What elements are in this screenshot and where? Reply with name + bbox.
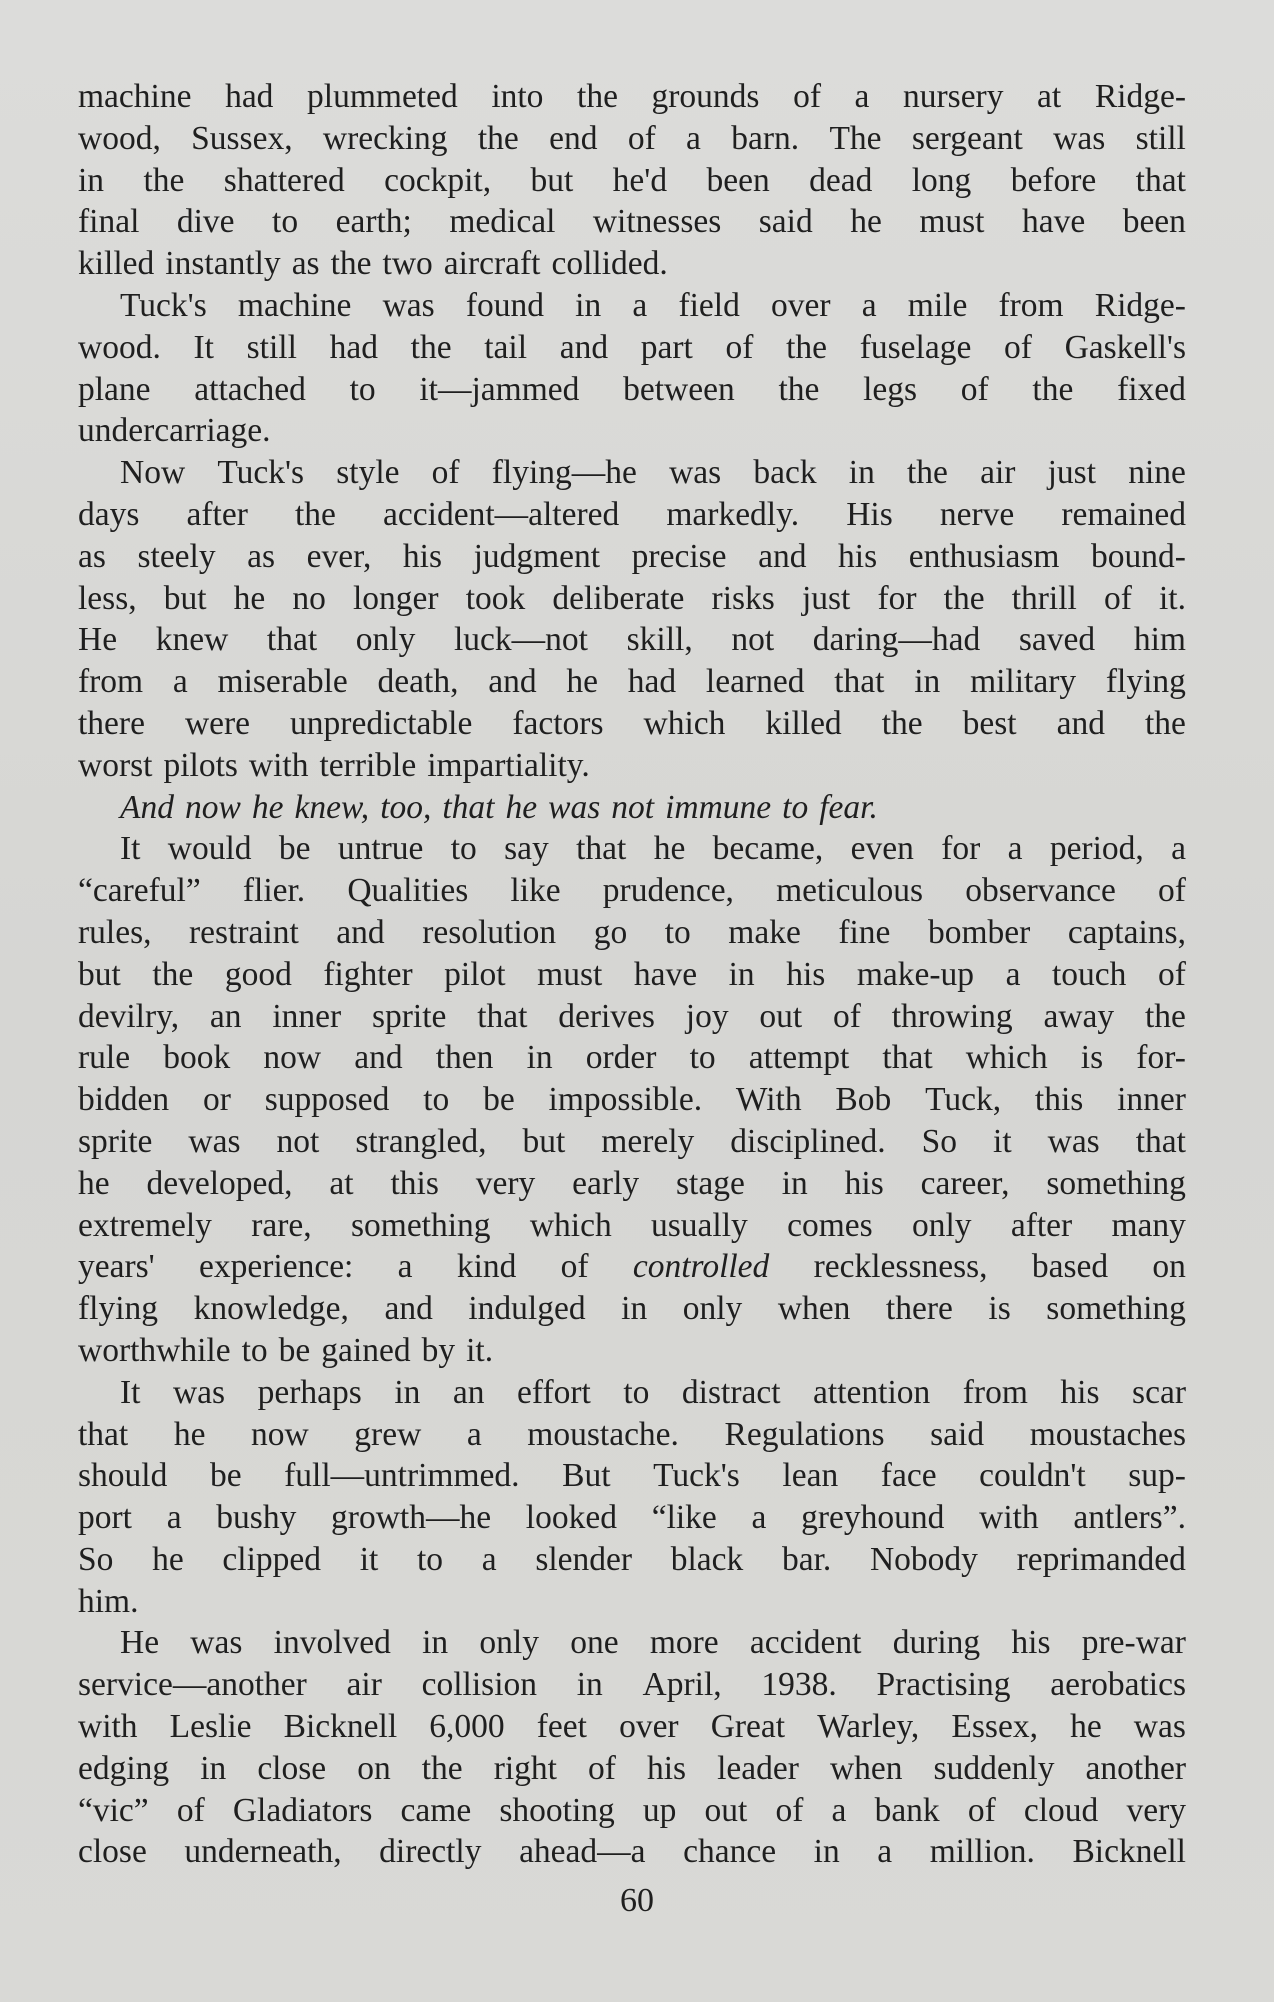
text-line: rule book now and then in order to attempt that which is for- xyxy=(78,1039,1186,1077)
text-line: less, but he no longer took deliberate risks just for the thrill of it. xyxy=(78,579,1186,617)
text-line: that he now grew a moustache. Regulations said moustaches xyxy=(78,1415,1186,1453)
text-line: Now Tuck's style of flying—he was back in the air just nine xyxy=(120,454,1186,492)
text-line: as steely as ever, his judgment precise and his enthusiasm bound- xyxy=(78,537,1186,575)
text-line: edging in close on the right of his leader when suddenly another xyxy=(78,1749,1186,1787)
text-line: final dive to earth; medical witnesses said he must have been xyxy=(78,203,1186,241)
text-line: flying knowledge, and indulged in only when there is something xyxy=(78,1290,1186,1328)
text-line: So he clipped it to a slender black bar. Nobody reprimanded xyxy=(78,1540,1186,1578)
text-line: “vic” of Gladiators came shooting up out of a bank of cloud very xyxy=(78,1791,1186,1829)
page-number: 60 xyxy=(620,1882,654,1919)
text-line: And now he knew, too, that he was not immune to fear. xyxy=(120,788,878,826)
text-line: He knew that only luck—not skill, not daring—had saved him xyxy=(78,621,1186,659)
text-line: days after the accident—altered markedly. His nerve remained xyxy=(78,495,1186,533)
text-line: Tuck's machine was found in a field over a mile from Ridge- xyxy=(120,286,1186,324)
text-line: rules, restraint and resolution go to make fine bomber captains, xyxy=(78,913,1186,951)
body-text xyxy=(78,76,1186,1873)
text-line: undercarriage. xyxy=(78,412,271,450)
text-line: extremely rare, something which usually comes only after many xyxy=(78,1206,1186,1244)
text-line: service—another air collision in April, 1938. Practising aerobatics xyxy=(78,1666,1186,1704)
text-line: sprite was not strangled, but merely disciplined. So it was that xyxy=(78,1122,1186,1160)
text-line: wood, Sussex, wrecking the end of a barn. The sergeant was still xyxy=(78,119,1186,157)
text-line: with Leslie Bicknell 6,000 feet over Great Warley, Essex, he was xyxy=(78,1708,1186,1746)
text-line: plane attached to it—jammed between the legs of the fixed xyxy=(78,370,1186,408)
text-line: years' experience: a kind of controlled recklessness, based on xyxy=(78,1248,1186,1286)
text-line: devilry, an inner sprite that derives joy out of throwing away the xyxy=(78,997,1186,1035)
text-line: close underneath, directly ahead—a chance in a million. Bicknell xyxy=(78,1833,1186,1871)
text-line: killed instantly as the two aircraft collided. xyxy=(78,245,668,283)
text-line: should be full—untrimmed. But Tuck's lean face couldn't sup- xyxy=(78,1457,1186,1495)
text-line: there were unpredictable factors which killed the best and the xyxy=(78,704,1186,742)
text-line: machine had plummeted into the grounds of a nursery at Ridge- xyxy=(78,78,1186,115)
text-line: worthwhile to be gained by it. xyxy=(78,1331,494,1369)
text-line: but the good fighter pilot must have in his make-up a touch of xyxy=(78,955,1186,993)
text-line: bidden or supposed to be impossible. With Bob Tuck, this inner xyxy=(78,1081,1186,1119)
text-line: in the shattered cockpit, but he'd been dead long before that xyxy=(78,161,1186,199)
text-line: port a bushy growth—he looked “like a greyhound with antlers”. xyxy=(78,1499,1186,1537)
text-line: he developed, at this very early stage in his career, something xyxy=(78,1164,1186,1202)
text-line: worst pilots with terrible impartiality. xyxy=(78,746,590,784)
text-line: He was involved in only one more accident during his pre-war xyxy=(120,1624,1186,1662)
text-line: It would be untrue to say that he became, even for a period, a xyxy=(120,830,1186,868)
text-line: “careful” flier. Qualities like prudence, meticulous observance of xyxy=(78,872,1186,910)
text-line: It was perhaps in an effort to distract attention from his scar xyxy=(120,1373,1186,1411)
text-line: from a miserable death, and he had learned that in military flying xyxy=(78,663,1186,701)
text-line: him. xyxy=(78,1582,139,1620)
text-line: wood. It still had the tail and part of the fuselage of Gaskell's xyxy=(78,328,1186,366)
